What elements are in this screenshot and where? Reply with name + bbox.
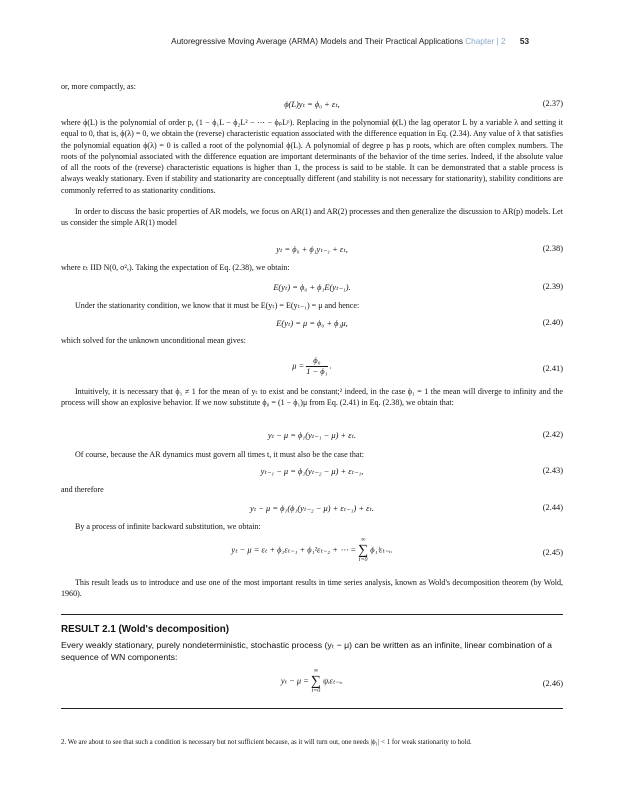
- sum-upper-limit: ∞: [313, 668, 319, 674]
- paragraph: [61, 386, 563, 409]
- paragraph: Of course, because the AR dynamics must govern all times t, it must also be the case that:: [75, 450, 364, 459]
- equation-number: (2.37): [542, 99, 563, 108]
- paragraph-text: Intuitively, it is necessary that ϕ₁ ≠ 1 for the mean of yₜ to exist and be constant;² indeed, in the case ϕ₁ = 1 the mean will diverge to infinity and the process will show an explosive behavior. If we now substitute ϕ₀ = (1 − ϕ₁)μ from Eq. (2.41) in Eq. (2.38), we obtain that:: [61, 387, 563, 408]
- chapter-label: Chapter | 2: [465, 37, 506, 46]
- paragraph: In order to discuss the basic properties of AR models, we focus on AR(1) and AR(2) processes and then generalize the discussion to AR(p) models. Let us consider the simple AR(1) model: [61, 207, 563, 228]
- running-title: Autoregressive Moving Average (ARMA) Models and Their Practical Applications: [171, 37, 463, 46]
- equation-expression: yₜ = ϕ₀ + ϕ₁yₜ₋₁ + εₜ,: [276, 245, 348, 254]
- equation-2-41: [61, 356, 563, 384]
- paragraph: which solved for the unknown unconditional mean gives:: [61, 336, 246, 345]
- result-top-rule: [61, 614, 563, 615]
- equation-lhs: yₜ − μ = εₜ + ϕ₁εₜ₋₁ + ϕ₁²εₜ₋₂ + ⋯ =: [231, 545, 357, 555]
- equation-2-42: [61, 430, 563, 444]
- equation-2-37: [61, 99, 563, 113]
- equation-2-46: [61, 668, 563, 700]
- equation-expression: [61, 537, 563, 564]
- equation-number: (2.42): [542, 430, 563, 439]
- equation-number: (2.38): [542, 244, 563, 253]
- summation: [358, 537, 368, 564]
- equation-number: (2.46): [542, 679, 563, 688]
- equation-2-43: [61, 466, 563, 480]
- result-title: RESULT 2.1 (Wold's decomposition): [61, 624, 229, 635]
- equation-expression: yₜ − μ = ϕ₁(yₜ₋₁ − μ) + εₜ.: [267, 431, 357, 440]
- equation-expression: yₜ − μ = ϕ₁(ϕ₁(yₜ₋₂ − μ) + εₜ₋₁) + εₜ.: [250, 504, 374, 513]
- page-number: 53: [519, 37, 529, 46]
- sigma-icon: ∑: [358, 543, 369, 558]
- equation-2-45: [61, 537, 563, 569]
- equation-expression: [61, 668, 563, 695]
- equation-lhs: yₜ − μ =: [280, 676, 309, 686]
- equation-2-44: [61, 503, 563, 517]
- paragraph: or, more compactly, as:: [61, 82, 136, 91]
- equation-number: (2.43): [542, 466, 563, 475]
- equation-2-38: [61, 244, 563, 258]
- fraction-numerator: ϕ₀: [306, 356, 327, 367]
- equation-expression: E(yₜ) = μ = ϕ₀ + ϕ₁μ,: [276, 319, 348, 328]
- equation-lhs: μ =: [292, 361, 305, 371]
- paragraph: By a process of infinite backward substitution, we obtain:: [75, 522, 261, 531]
- equation-number: (2.40): [542, 318, 563, 327]
- sigma-icon: ∑: [310, 674, 321, 689]
- fraction: [306, 356, 327, 377]
- summation: [311, 668, 321, 695]
- sum-upper-limit: ∞: [361, 537, 366, 543]
- equation-number: (2.44): [542, 503, 563, 512]
- running-header: [171, 37, 529, 46]
- paragraph: where ϕ(L) is the polynomial of order p, (1 − ϕ₁L − ϕ₂L² − ⋯ − ϕₚLᵖ). Replacing in the polynomial ϕ(L) the lag operator L by a variable λ and setting it equal to 0, that is, ϕ(λ) = 0, we obtain the (reverse) characteristic equation associated with the difference equation in Eq. (2.34). Any value of λ that satisfies the polynomial equation ϕ(λ) = 0 is called a root of the polynomial ϕ(L). A polynomial of degree p has p roots, which are often complex numbers. The roots of the polynomial associated with the difference equation are important determinants of the behavior of the time series. Indeed, if the absolute value of all the roots of the (reverse) characteristic equations is higher than 1, the process is said to be stable. It can be demonstrated that a stable process is always weakly stationary. Even if stability and stationarity are conceptually different (and stability is not necessary for stationarity), stability conditions are commonly referred to as stationarity conditions.: [61, 118, 563, 195]
- paragraph: where εₜ IID N(0, σ²ₑ). Taking the expectation of Eq. (2.38), we obtain:: [61, 263, 290, 272]
- paragraph: and therefore: [61, 485, 104, 494]
- paragraph: This result leads us to introduce and use one of the most important results in time series analysis, known as Wold's decomposition theorem (by Wold, 1960).: [61, 578, 563, 599]
- equation-2-40: [61, 318, 563, 332]
- equation-rhs: ϕ₁ⁱεₜ₋ᵢ.: [370, 545, 393, 555]
- sum-lower-limit: i=0: [311, 688, 321, 694]
- equation-number: (2.45): [542, 548, 563, 557]
- equation-number: (2.41): [542, 364, 563, 373]
- equation-number: (2.39): [542, 282, 563, 291]
- equation-expression: yₜ₋₁ − μ = ϕ₁(yₜ₋₂ − μ) + εₜ₋₁,: [260, 467, 364, 476]
- equation-2-39: [61, 282, 563, 296]
- equation-expression: ϕ(L)yₜ = ϕ₀ + εₜ,: [284, 100, 340, 109]
- result-text: Every weakly stationary, purely nondeterministic, stochastic process (yₜ − μ) can be written as an infinite, linear combination of a sequence of WN components:: [61, 640, 552, 662]
- sum-lower-limit: i=0: [358, 557, 368, 563]
- fraction-denominator: 1 − ϕ₁: [306, 367, 328, 376]
- result-bottom-rule: [61, 708, 563, 709]
- paragraph: Under the stationarity condition, we know that it must be E(yₜ) = E(yₜ₋₁) = μ and hence:: [75, 301, 360, 310]
- equation-expression: E(yₜ) = ϕ₀ + ϕ₁E(yₜ₋₁).: [273, 283, 351, 292]
- footnote: 2. We are about to see that such a condition is necessary but not sufficient because, as it will turn out, one needs |ϕ₁| < 1 for weak stationarity to hold.: [61, 739, 472, 746]
- equation-expression: [61, 356, 563, 377]
- equation-tail: .: [329, 361, 332, 371]
- equation-rhs: ψᵢεₜ₋ᵢ.: [323, 676, 344, 686]
